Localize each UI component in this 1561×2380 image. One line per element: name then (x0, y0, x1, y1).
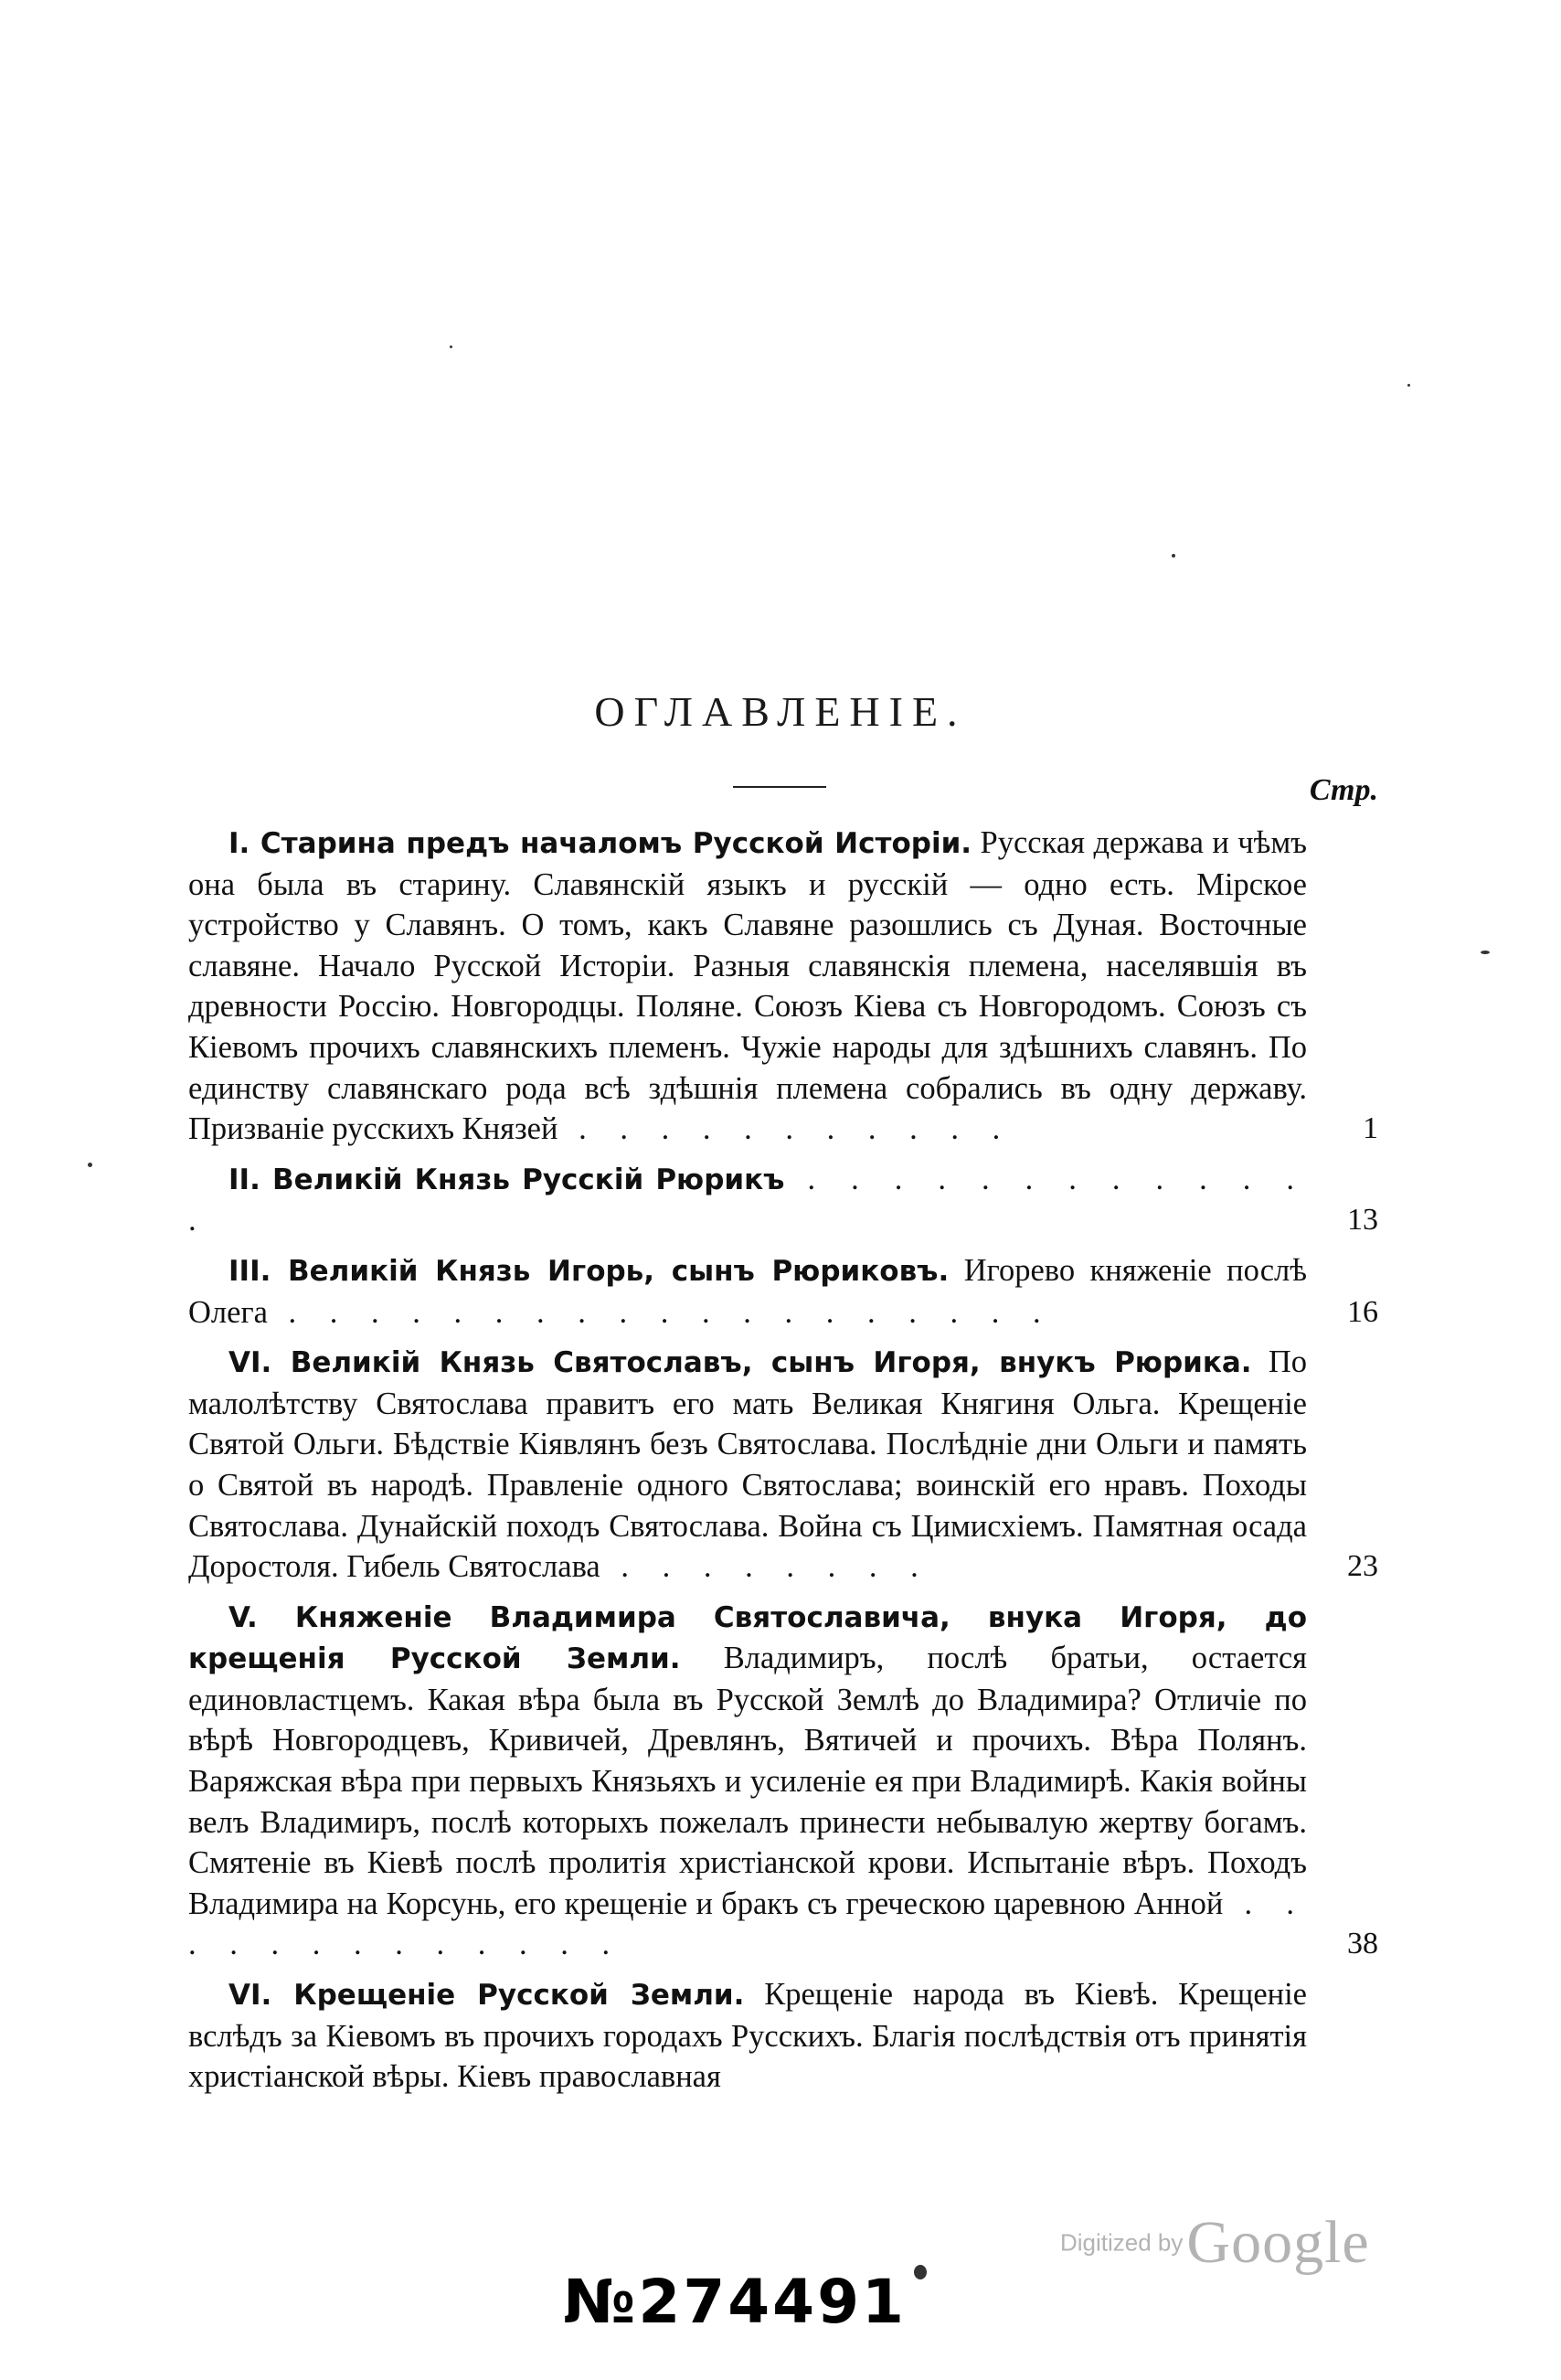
dot-leader: . . . . . . . . . . . (558, 1111, 1014, 1147)
toc-entry-heading: VI. Великій Князь Святославъ, сынъ Игоря, внукъ Рюрика. (228, 1346, 1252, 1380)
toc-page-number: 38 (1347, 1927, 1378, 1961)
toc-entry-heading: III. Великій Князь Игорь, сынъ Рюриковъ. (228, 1254, 950, 1288)
toc-entry-text (188, 823, 1307, 1150)
toc-entry-text (188, 1597, 1307, 1965)
scan-speck (1407, 384, 1410, 387)
toc-entry-heading: II. Великій Князь Русскій Рюрикъ (228, 1163, 785, 1196)
toc-page-number: 23 (1347, 1549, 1378, 1584)
toc-entry-body: Крещеніе народа въ Кіевѣ. Крещеніе вслѣдъ за Кіевомъ въ прочихъ городахъ Русскихъ. Благія послѣдствія отъ принятія христіанской вѣры. Кіевъ православная (188, 1977, 1307, 2095)
toc-entry (188, 1159, 1378, 1241)
toc-entry-body: Игорево княженіе послѣ Олега (188, 1252, 1307, 1330)
toc-entry (188, 1250, 1378, 1333)
scan-speck (1481, 951, 1490, 954)
library-stamp-number: №274491 (563, 2267, 907, 2337)
page-title: ОГЛАВЛЕНІЕ. (594, 688, 967, 735)
toc-entry-body: По малолѣтству Святослава правитъ его мать Великая Княгиня Ольга. Крещеніе Святой Ольги. Бѣдствіе Кіявлянъ безъ Святослава. Послѣдніе дни Ольги и память о Святой въ народѣ. Правленіе одного Святослава; воинскій его нравъ. Походы Святослава. Дунайскій походъ Святослава. Война съ Цимисхіемъ. Памятная осада Доростоля. Гибель Святослава (188, 1344, 1307, 1585)
toc-page-number: 1 (1363, 1111, 1378, 1146)
toc-entry-heading: V. Княженіе Владимира Святославича, внука Игоря, до крещенія Русской Земли. (188, 1600, 1307, 1676)
toc-entry (188, 1342, 1378, 1588)
toc-entry-heading: VI. Крещеніе Русской Земли. (228, 1979, 745, 2013)
scan-speck (450, 345, 452, 348)
toc-entry (188, 1597, 1378, 1965)
dot-leader: . . . . . . . . . . . . . (188, 1161, 1307, 1238)
table-of-contents (188, 823, 1378, 2107)
page-column-header: Стр. (1309, 773, 1378, 807)
digitized-watermark (1060, 2208, 1370, 2278)
dot-leader: . . . . . . . . . . . . . (188, 1886, 1307, 1962)
toc-entry-text (188, 1250, 1307, 1333)
toc-entry (188, 823, 1378, 1150)
toc-entry-text (188, 1974, 1307, 2098)
toc-entry-body: Владимиръ, послѣ братьи, остается единовластцемъ. Какая вѣра была въ Русской Землѣ до Владимира? Отличіе по вѣрѣ Новгородцевъ, Кривичей, Древлянъ, Вятичей и прочихъ. Вѣра Полянъ. Варяжская вѣра при первыхъ Князьяхъ и усиленіе ея при Владимирѣ. Какія войны велъ Владимиръ, послѣ которыхъ пожелалъ принести небывалую жертву богамъ. Смятеніе въ Кіевѣ послѣ пролитія христіанской крови. Испытаніе вѣръ. Походъ Владимира на Корсунь, его крещеніе и бракъ съ греческою царевною Анной (188, 1641, 1307, 1921)
scan-speck (1172, 554, 1175, 558)
toc-page-number: 16 (1347, 1294, 1378, 1329)
toc-entry (188, 1974, 1378, 2098)
toc-page-number: 13 (1347, 1203, 1378, 1238)
toc-entry-heading: I. Старина предъ началомъ Русской Исторіи. (228, 827, 972, 860)
watermark-prefix: Digitized by (1060, 2228, 1184, 2257)
scan-speck (88, 1163, 92, 1167)
title-divider (733, 786, 826, 788)
toc-entry-body: Русская держава и чѣмъ она была въ старину. Славянскій языкъ и русскій — одно есть. Мірское устройство у Славянъ. О томъ, какъ Славяне разошлись съ Дуная. Восточные славяне. Начало Русской Исторіи. Разныя славянскія племена, населявшія въ древности Россію. Новгородцы. Поляне. Союзъ Кіева съ Новгородомъ. Союзъ съ Кіевомъ прочихъ славянскихъ племенъ. Чужіе народы для здѣшнихъ славянъ. По единству славянскаго рода всѣ здѣшнія племена собрались въ одну державу. Призваніе русскихъ Князей (188, 825, 1307, 1147)
watermark-brand: Google (1186, 2209, 1370, 2276)
dot-leader: . . . . . . . . (600, 1549, 931, 1585)
toc-entry-text (188, 1159, 1307, 1241)
scan-speck (914, 2265, 927, 2279)
toc-entry-text (188, 1342, 1307, 1588)
dot-leader: . . . . . . . . . . . . . . . . . . . (267, 1294, 1054, 1330)
